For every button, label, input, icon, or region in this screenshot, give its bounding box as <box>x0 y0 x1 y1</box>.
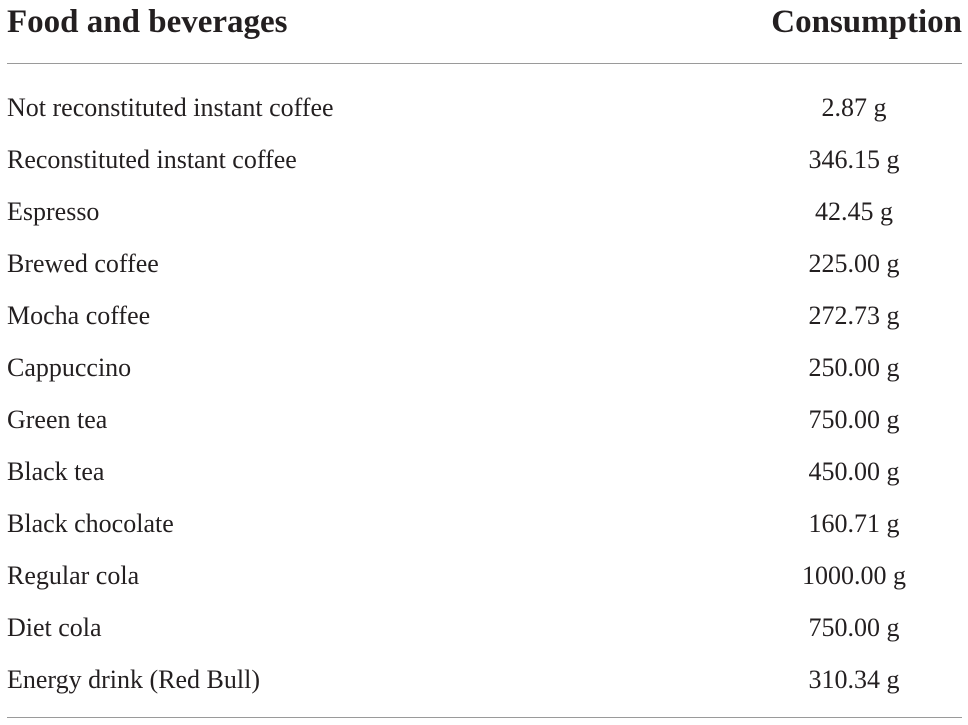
table-row <box>0 238 968 290</box>
row-food-name: Cappuccino <box>7 353 132 382</box>
row-consumption-value: 42.45 g <box>815 197 893 226</box>
table-header <box>0 0 968 44</box>
table-row <box>0 82 968 134</box>
table-row <box>0 186 968 238</box>
row-consumption-value: 1000.00 g <box>802 561 906 590</box>
row-food-name: Espresso <box>7 197 100 226</box>
table-row <box>0 602 968 654</box>
column-header-consumption: Consumption <box>771 4 962 40</box>
row-food-name: Diet cola <box>7 613 102 642</box>
row-consumption-value: 750.00 g <box>808 405 900 434</box>
column-header-food: Food and beverages <box>7 4 288 40</box>
row-food-name: Energy drink (Red Bull) <box>7 665 260 694</box>
header-divider <box>7 63 962 64</box>
table-row <box>0 654 968 706</box>
row-food-name: Black chocolate <box>7 509 174 538</box>
row-consumption-value: 225.00 g <box>808 249 900 278</box>
row-consumption-value: 310.34 g <box>808 665 900 694</box>
table-row <box>0 498 968 550</box>
table-row <box>0 394 968 446</box>
row-consumption-value: 450.00 g <box>808 457 900 486</box>
row-consumption-value: 750.00 g <box>808 613 900 642</box>
row-food-name: Green tea <box>7 405 108 434</box>
row-food-name: Mocha coffee <box>7 301 151 330</box>
table-bottom-divider <box>7 717 962 718</box>
row-food-name: Black tea <box>7 457 105 486</box>
row-consumption-value: 250.00 g <box>808 353 900 382</box>
row-consumption-value: 160.71 g <box>808 509 900 538</box>
row-consumption-value: 2.87 g <box>821 93 887 122</box>
table-row <box>0 342 968 394</box>
table-row <box>0 446 968 498</box>
row-food-name: Brewed coffee <box>7 249 159 278</box>
table-row <box>0 290 968 342</box>
row-food-name: Reconstituted instant coffee <box>7 145 297 174</box>
row-food-name: Not reconstituted instant coffee <box>7 93 334 122</box>
row-consumption-value: 272.73 g <box>808 301 900 330</box>
table-row <box>0 134 968 186</box>
table-row <box>0 550 968 602</box>
row-food-name: Regular cola <box>7 561 140 590</box>
table-body <box>0 82 968 706</box>
row-consumption-value: 346.15 g <box>808 145 900 174</box>
